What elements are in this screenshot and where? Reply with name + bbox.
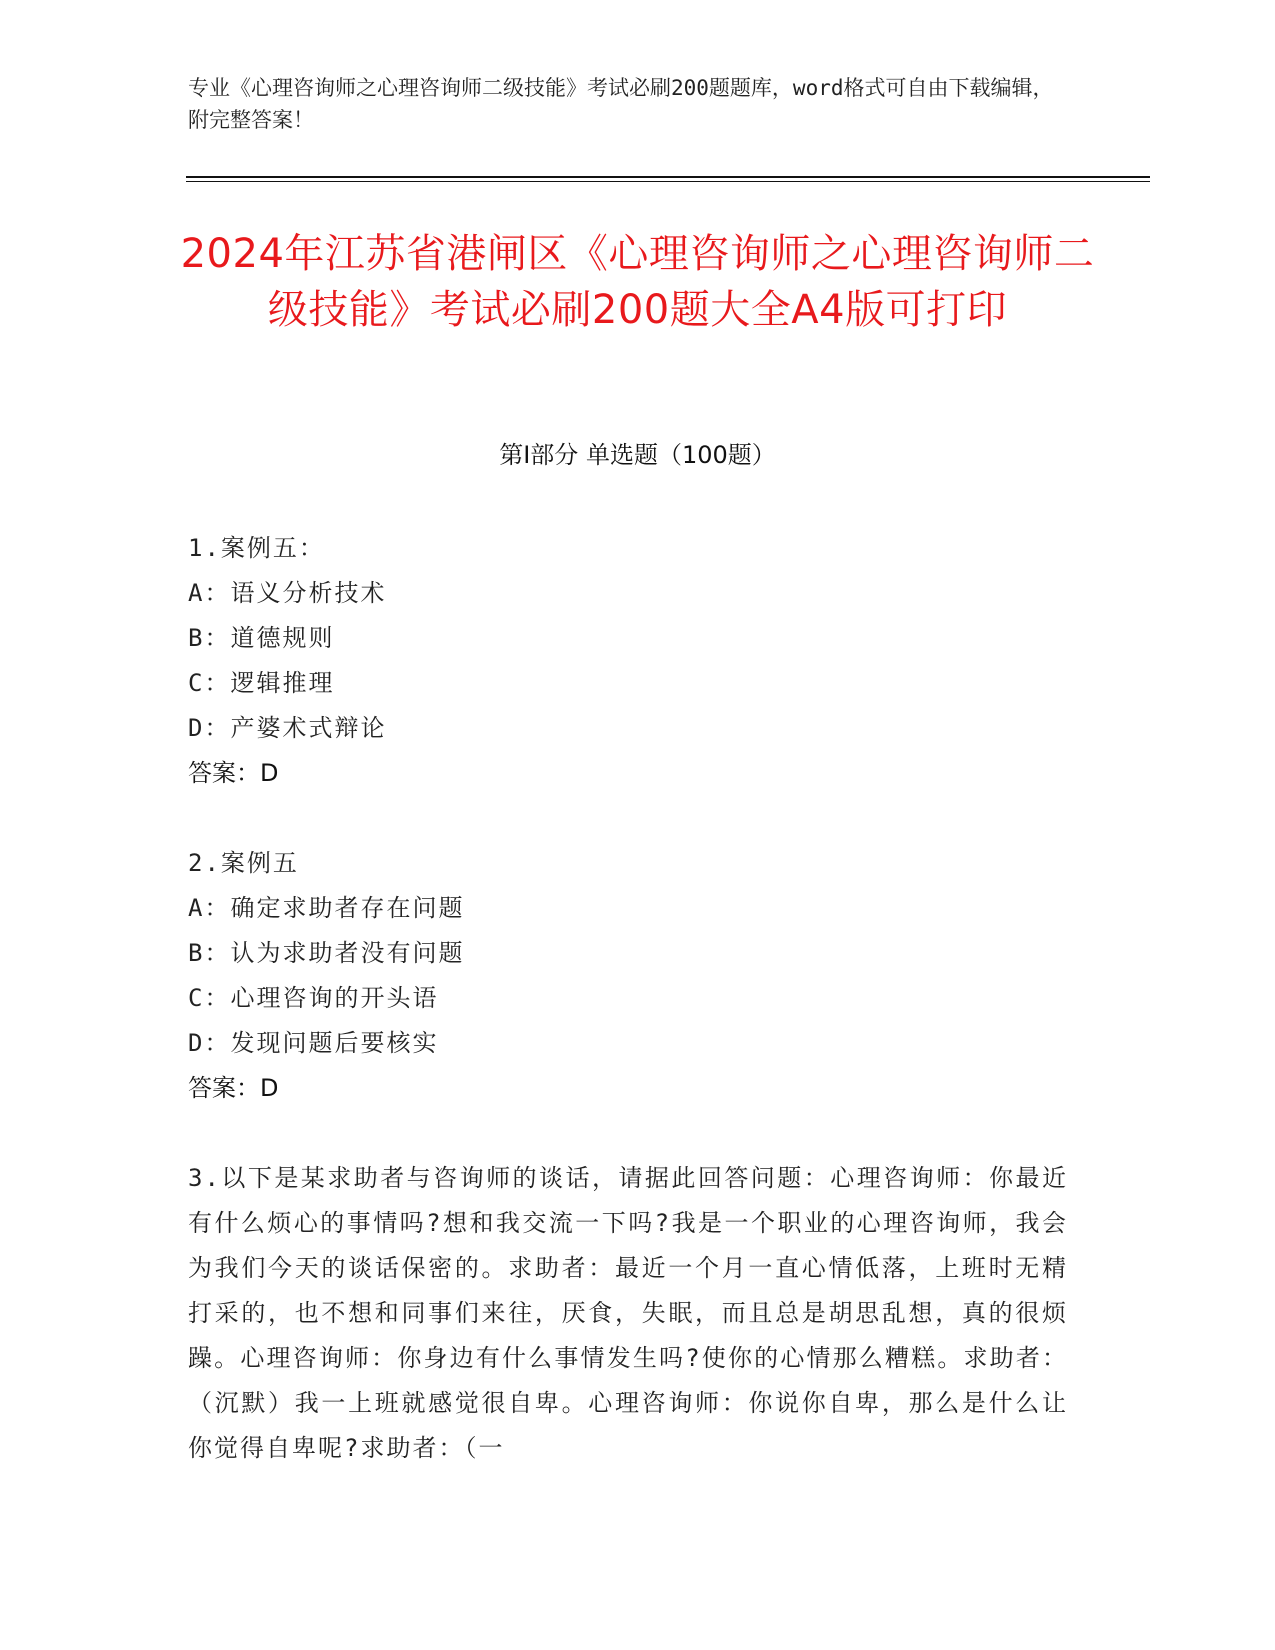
question-3	[188, 1156, 1068, 1471]
question-2	[188, 841, 1068, 1111]
answer: 答案：D	[188, 1074, 279, 1102]
document-title: 2024年江苏省港闸区《心理咨询师之心理咨询师二级技能》考试必刷200题大全A4版可打印	[180, 231, 1095, 333]
question-stem: 3.以下是某求助者与咨询师的谈话，请据此回答问题：心理咨询师：你最近有什么烦心的事情吗?想和我交流一下吗?我是一个职业的心理咨询师，我会为我们今天的谈话保密的。求助者：最近一个月一直心情低落，上班时无精打采的，也不想和同事们来往，厌食，失眠，而且总是胡思乱想，真的很烦躁。心理咨询师：你身边有什么事情发生吗?使你的心情那么糟糕。求助者：（沉默）我一上班就感觉很自卑。心理咨询师：你说你自卑，那么是什么让你觉得自卑呢?求助者：（一	[188, 1164, 1068, 1462]
option-a: A：确定求助者存在问题	[188, 894, 465, 922]
option-b: B：道德规则	[188, 624, 335, 652]
header-divider-thick	[186, 176, 1150, 178]
option-c: C：逻辑推理	[188, 669, 335, 697]
question-list	[188, 526, 1068, 1516]
header-divider-thin	[186, 181, 1150, 182]
option-a: A：语义分析技术	[188, 579, 387, 607]
option-b: B：认为求助者没有问题	[188, 939, 465, 967]
question-1	[188, 526, 1068, 796]
question-stem: 2.案例五	[188, 849, 299, 877]
question-stem: 1.案例五：	[188, 534, 325, 562]
option-d: D：产婆术式辩论	[188, 714, 387, 742]
option-d: D：发现问题后要核实	[188, 1029, 439, 1057]
header-note: 专业《心理咨询师之心理咨询师二级技能》考试必刷200题题库，word格式可自由下载编辑，附完整答案！	[188, 76, 1054, 132]
section-title: 第Ⅰ部分 单选题（100题）	[499, 441, 776, 469]
option-c: C：心理咨询的开头语	[188, 984, 439, 1012]
answer: 答案：D	[188, 759, 279, 787]
